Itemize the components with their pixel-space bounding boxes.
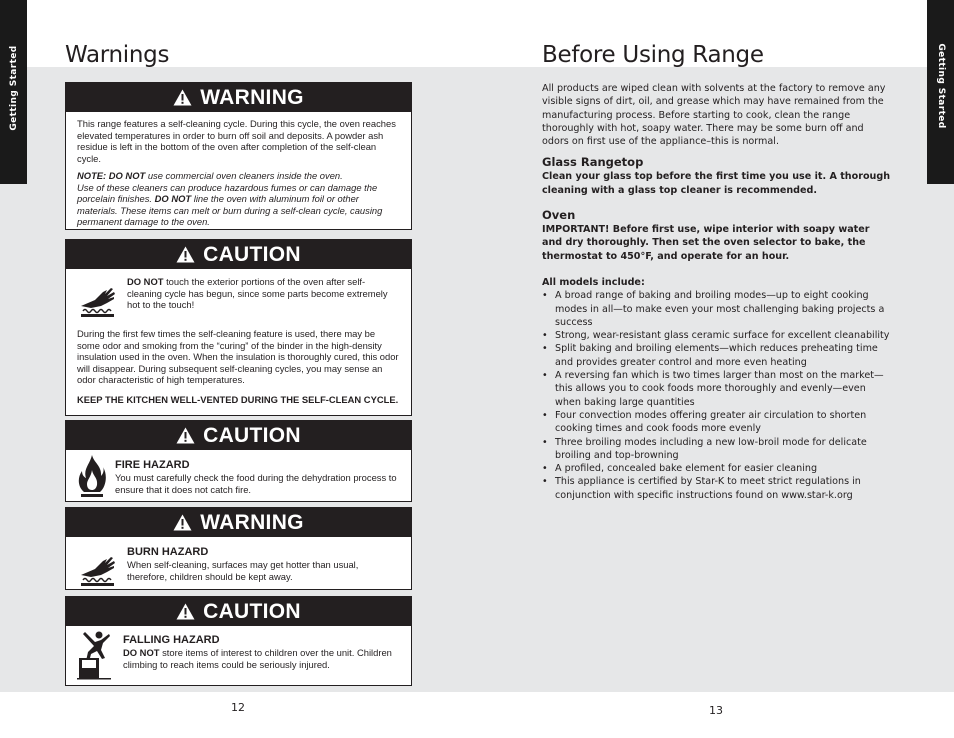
caution-header <box>66 240 411 269</box>
fire-hazard-description: You must carefully check the food during the dehydration process to ensure that it does not catch fire. <box>115 472 397 495</box>
fire-hazard-text <box>115 454 400 495</box>
self-clean-paragraph: This range features a self-cleaning cycle. During this cycle, the oven reaches elevated temperatures in order to burn off soil and deposits. A powder ash residue is left in the bottom of the oven after completion of the self-clean cycle. <box>77 118 396 164</box>
warning-triangle-icon <box>176 603 195 620</box>
list-item: • A reversing fan which is two times larger than most on the market—this allows you to cook foods more thoroughly and evenly—even when baking large quantities <box>542 369 892 409</box>
side-tab-left <box>0 0 27 184</box>
intro-paragraph: All products are wiped clean with solvents at the factory to remove any visible signs of dirt, oil, and grease which may have remained from the manufacturing process. Before starting to cook, clean the range thoroughly with hot, soapy water. There may be some burn off and odors on first use of the appliance–this is normal. <box>542 83 886 148</box>
fire-hazard-row <box>77 454 400 498</box>
note-text-3: line the oven with aluminum foil or other materials. These items can melt or burn during a self-clean cycle, causing permanent damage to the oven. <box>77 193 383 227</box>
hot-exterior-sentence: touch the exterior portions of the oven after self-cleaning cycle has begun, since some parts become extremely hot to the touch! <box>127 276 388 310</box>
falling-hazard-row <box>77 630 400 680</box>
burn-hazard-body <box>66 537 411 589</box>
list-item: • Four convection modes offering greater air circulation to shorten cooking times and cook foods more evenly <box>542 409 892 436</box>
models-include-heading: All models include: <box>542 276 645 288</box>
warning-triangle-icon <box>176 427 195 444</box>
caution-header-label: CAUTION <box>203 423 301 447</box>
list-item: • A profiled, concealed bake element for easier cleaning <box>542 462 892 475</box>
list-item: • Split baking and broiling elements—which reduces preheating time and provides greater control and more even heating <box>542 342 892 369</box>
page-title-before-using-range: Before Using Range <box>542 42 764 68</box>
self-clean-note <box>77 170 400 228</box>
fire-hazard-title: FIRE HAZARD <box>115 459 190 471</box>
burn-hazard-row <box>77 543 400 589</box>
caution-header-label: CAUTION <box>203 599 301 623</box>
hot-exterior-row <box>77 276 400 320</box>
warning-box-self-clean <box>65 82 412 230</box>
fire-hazard-body <box>66 450 411 498</box>
hot-surface-hand-icon <box>77 280 117 320</box>
note-text-2: Use of these cleaners can produce hazardous fumes or can damage the porcelain finishes. <box>77 181 378 204</box>
note-text: use commercial oven cleaners inside the oven. <box>145 170 343 181</box>
burn-hazard-description: When self-cleaning, surfaces may get hotter than usual, therefore, children should be kept away. <box>127 559 359 582</box>
oven-text: IMPORTANT! Before first use, wipe interior with soapy water and dry thoroughly. Then set the oven selector to bake, the thermostat to 450°F, and operate for an hour. <box>542 224 870 262</box>
glass-rangetop-heading: Glass Rangetop <box>542 155 644 170</box>
list-item: • Strong, wear-resistant glass ceramic surface for excellent cleanability <box>542 329 892 342</box>
caution-header <box>66 421 411 450</box>
ventilation-notice: KEEP THE KITCHEN WELL-VENTED DURING THE SELF-CLEAN CYCLE. <box>77 393 399 405</box>
falling-hazard-body <box>66 626 411 680</box>
glass-rangetop-text: Clean your glass top before the first time you use it. A thorough cleaning with a glass top cleaner is recommended. <box>542 171 891 196</box>
oven-heading: Oven <box>542 208 576 223</box>
falling-person-icon <box>77 630 113 680</box>
falling-hazard-description <box>123 647 400 670</box>
warning-header-label: WARNING <box>200 510 304 534</box>
warning-header <box>66 83 411 112</box>
before-using-range-content <box>542 82 892 502</box>
falling-hazard-text <box>123 630 400 670</box>
curing-odor-paragraph: During the first few times the self-cleaning feature is used, there may be some odor and smoking from the “curing” of the binder in the high-density insulation used in the oven. When the insulation is thoroughly cured, this odor will disappear. During subsequent self-cleaning cycles, you may sense an odor characteristic of high temperatures. <box>77 328 399 385</box>
side-tab-right <box>927 0 954 184</box>
warning-header-label: WARNING <box>200 85 304 109</box>
falling-hazard-sentence: store items of interest to children over the unit. Children climbing to reach items could be seriously injured. <box>123 647 392 670</box>
warning-triangle-icon <box>173 514 192 531</box>
do-not-label: DO NOT <box>127 276 164 287</box>
page-title-warnings: Warnings <box>65 42 170 68</box>
hot-surface-hand-icon <box>77 549 117 589</box>
warning-body <box>66 112 411 228</box>
falling-hazard-title: FALLING HAZARD <box>123 634 220 646</box>
list-item: • This appliance is certified by Star-K to meet strict regulations in conjunction with specific instructions found on www.star-k.org <box>542 475 892 502</box>
caution-box-fire-hazard <box>65 420 412 502</box>
burn-hazard-text <box>127 543 400 582</box>
caution-header-label: CAUTION <box>203 242 301 266</box>
warning-header <box>66 508 411 537</box>
list-item: • A broad range of baking and broiling modes—up to eight cooking modes in all—to make even your most challenging baking projects a success <box>542 289 892 329</box>
page-number-right: 13 <box>709 704 723 717</box>
caution-box-falling-hazard <box>65 596 412 686</box>
page-number-left: 12 <box>231 701 245 714</box>
note-bold-2: DO NOT <box>154 193 192 204</box>
caution-header <box>66 597 411 626</box>
note-label: NOTE: DO NOT <box>77 170 146 181</box>
flame-icon <box>77 454 107 498</box>
side-tab-left-label: Getting Started <box>8 45 19 131</box>
hot-exterior-text <box>127 276 400 311</box>
warning-triangle-icon <box>176 246 195 263</box>
warning-triangle-icon <box>173 89 192 106</box>
caution-box-hot-exterior <box>65 239 412 416</box>
side-tab-right-label: Getting Started <box>935 43 946 129</box>
feature-list <box>542 289 892 502</box>
burn-hazard-title: BURN HAZARD <box>127 546 209 558</box>
list-item: • Three broiling modes including a new low-broil mode for delicate broiling and top-browning <box>542 436 892 463</box>
caution-body <box>66 269 411 405</box>
do-not-label: DO NOT <box>123 647 160 658</box>
warning-box-burn-hazard <box>65 507 412 590</box>
